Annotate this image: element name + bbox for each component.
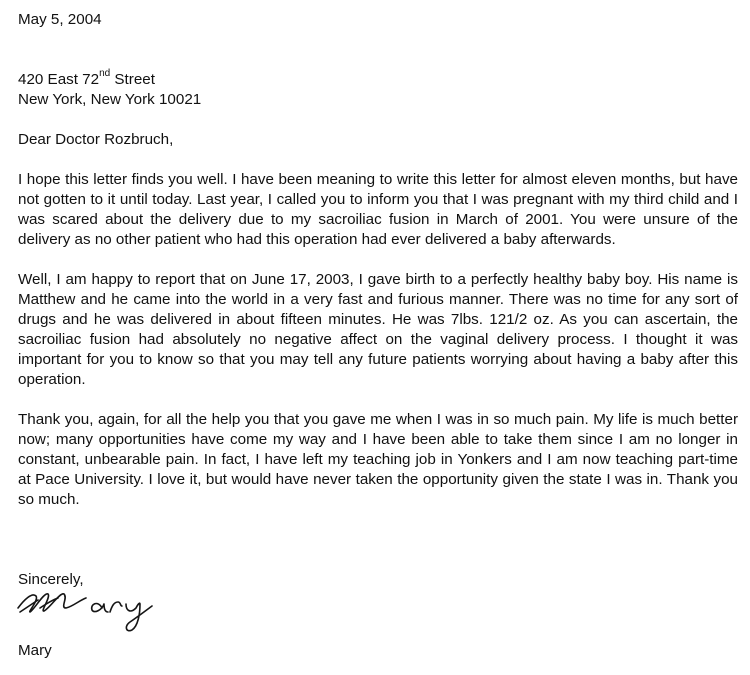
letter-date: May 5, 2004 [18, 11, 102, 28]
signer-name: Mary [18, 642, 52, 659]
address-street [18, 67, 738, 90]
paragraph-1: I hope this letter finds you well. I have been meaning to write this letter for almost eleven months, but have not gotten to it until today. Last year, I called you to inform you that I was pregnant with my third child and I was scared about the delivery due to my sacroiliac fusion in March of 2001. You were unsure of the delivery as no other patient who had this operation had ever delivered a baby afterwards. [18, 171, 738, 248]
letter-body [18, 10, 738, 590]
signature-drawing [14, 578, 194, 638]
address-street-rest: Street [110, 71, 155, 88]
handwritten-signature [14, 578, 194, 638]
address-city: New York, New York 10021 [18, 91, 202, 108]
salutation: Dear Doctor Rozbruch, [18, 131, 174, 148]
recipient-address [18, 67, 738, 110]
address-street-ordinal: nd [99, 67, 111, 79]
address-street-prefix: 420 East 72 [18, 71, 100, 88]
closing: Sincerely, [18, 571, 84, 588]
paragraph-2: Well, I am happy to report that on June 17, 2003, I gave birth to a perfectly healthy baby boy. His name is Matthew and he came into the world in a very fast and furious manner. There was no time for any sort of drugs and he was delivered in about fifteen minutes. He was 7lbs. 121/2 oz. As you can ascertain, the sacroiliac fusion had absolutely no negative affect on the vaginal delivery process. I thought it was important for you to know so that you may tell any future patients worrying about having a baby after this operation. [18, 271, 738, 388]
paragraph-3: Thank you, again, for all the help you that you gave me when I was in so much pain. My life is much better now; many opportunities have come my way and I have been able to take them since I am no longer in constant, unbearable pain. In fact, I have left my teaching job in Yonkers and I am now teaching part-time at Pace University. I love it, but would have never taken the opportunity given the state I was in. Thank you so much. [18, 411, 738, 508]
